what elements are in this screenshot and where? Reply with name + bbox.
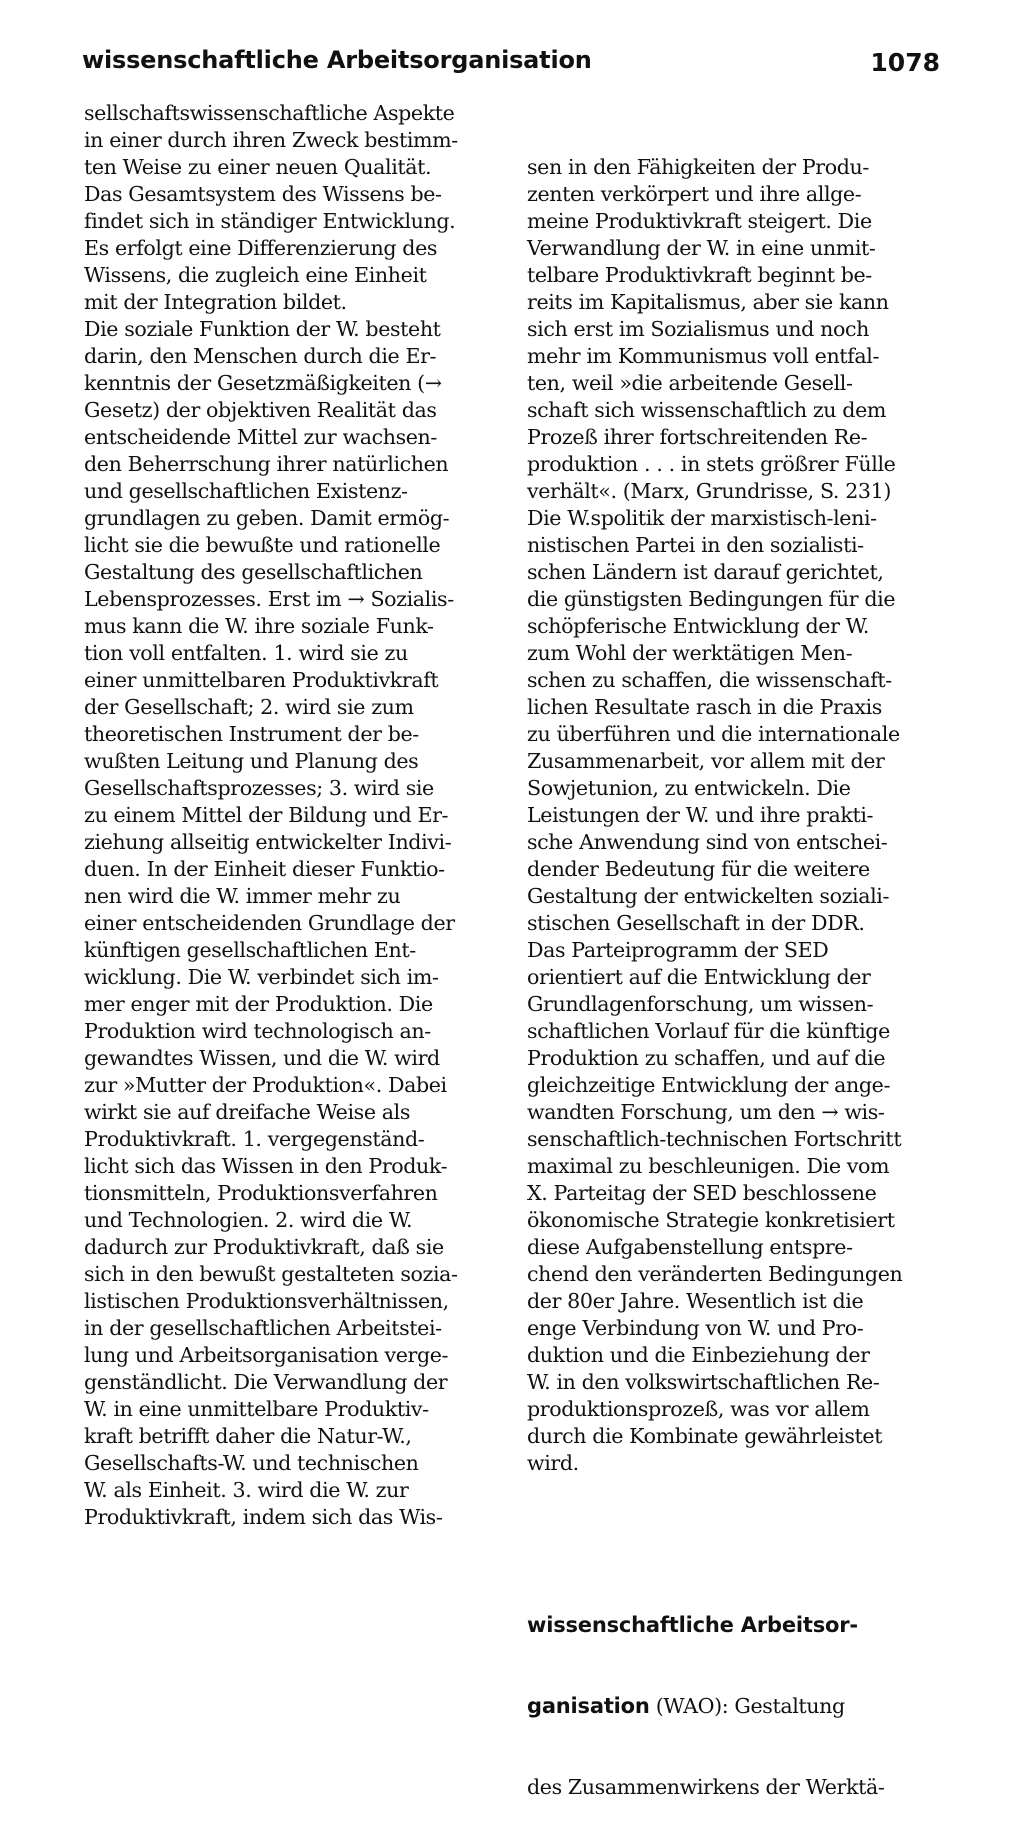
text-line: mer enger mit der Produktion. Die	[84, 992, 433, 1016]
text-line: schaftlichen Vorlauf für die künftige	[527, 1019, 890, 1043]
text-line: licht sich das Wissen in den Produk-	[84, 1154, 448, 1178]
entry-headword-cont: ganisation	[527, 1694, 650, 1718]
text-line: wird.	[527, 1451, 579, 1475]
text-line: nistischen Partei in den sozialisti-	[527, 533, 864, 557]
text-line: sich erst im Sozialismus und noch	[527, 317, 869, 341]
text-line: produktion . . . in stets größrer Fülle	[527, 452, 896, 476]
text-line: produktionsprozeß, was vor allem	[527, 1397, 870, 1421]
text-line: duen. In der Einheit dieser Funktio-	[84, 857, 445, 881]
text-line: Es erfolgt eine Differenzierung des	[84, 236, 438, 260]
text-line: duktion und die Einbeziehung der	[527, 1343, 870, 1367]
text-line: in einer durch ihren Zweck bestimm-	[84, 128, 458, 152]
text-line: kenntnis der Gesetzmäßigkeiten (→	[84, 371, 442, 395]
text-line: sen in den Fähigkeiten der Produ-	[527, 155, 869, 179]
text-line: orientiert auf die Entwicklung der	[527, 965, 871, 989]
text-line: und Technologien. 2. wird die W.	[84, 1208, 413, 1232]
text-line: genständlicht. Die Verwandlung der	[84, 1370, 448, 1394]
text-line: darin, den Menschen durch die Er-	[84, 344, 437, 368]
text-line: tion voll entfalten. 1. wird sie zu	[84, 641, 408, 665]
text-line: Gestaltung der entwickelten soziali-	[527, 884, 890, 908]
text-line: senschaftlich-technischen Fortschritt	[527, 1127, 902, 1151]
text-line: Wissens, die zugleich eine Einheit	[84, 263, 427, 287]
entry-headword: wissenschaftliche Arbeitsor-	[527, 1613, 858, 1637]
text-line: durch die Kombinate gewährleistet	[527, 1424, 883, 1448]
text-line: findet sich in ständiger Entwicklung.	[84, 209, 456, 233]
text-line: licht sie die bewußte und rationelle	[84, 533, 441, 557]
right-column-text	[527, 154, 937, 1477]
text-line: zu einem Mittel der Bildung und Er-	[84, 803, 449, 827]
text-line: einer unmittelbaren Produktivkraft	[84, 668, 439, 692]
entry-spacer	[527, 1531, 937, 1558]
text-line: künftigen gesellschaftlichen Ent-	[84, 938, 416, 962]
text-line: gleichzeitige Entwicklung der ange-	[527, 1073, 891, 1097]
text-line: Verwandlung der W. in eine unmit-	[527, 236, 876, 260]
text-line: Leistungen der W. und ihre prakti-	[527, 803, 874, 827]
text-line: Gesetz) der objektiven Realität das	[84, 398, 437, 422]
text-line: lung und Arbeitsorganisation verge-	[84, 1343, 449, 1367]
right-column	[527, 100, 937, 1828]
running-head-title: wissenschaftliche Arbeitsorganisation	[82, 46, 592, 74]
text-line: gewandtes Wissen, und die W. wird	[84, 1046, 440, 1070]
text-line: sche Anwendung sind von entschei-	[527, 830, 888, 854]
text-line: die günstigsten Bedingungen für die	[527, 587, 896, 611]
text-line: zenten verkörpert und ihre allge-	[527, 182, 862, 206]
text-line: und gesellschaftlichen Existenz-	[84, 479, 408, 503]
text-line: maximal zu beschleunigen. Die vom	[527, 1154, 890, 1178]
text-line: grundlagen zu geben. Damit ermög-	[84, 506, 450, 530]
text-line: verhält«. (Marx, Grundrisse, S. 231)	[527, 479, 891, 503]
text-line: der 80er Jahre. Wesentlich ist die	[527, 1289, 864, 1313]
text-line: zu überführen und die internationale	[527, 722, 900, 746]
text-line: wußten Leitung und Planung des	[84, 749, 419, 773]
text-line: ökonomische Strategie konkretisiert	[527, 1208, 895, 1232]
text-line: theoretischen Instrument der be-	[84, 722, 419, 746]
text-line: mehr im Kommunismus voll entfal-	[527, 344, 880, 368]
new-entry-line-2	[527, 1693, 937, 1720]
text-line: zum Wohl der werktätigen Men-	[527, 641, 853, 665]
text-line: Sowjetunion, zu entwickeln. Die	[527, 776, 851, 800]
page-number: 1078	[870, 48, 940, 77]
text-line: der Gesellschaft; 2. wird sie zum	[84, 695, 414, 719]
text-line: entscheidende Mittel zur wachsen-	[84, 425, 437, 449]
text-line: mit der Integration bildet.	[84, 290, 347, 314]
text-line: Gestaltung des gesellschaftlichen	[84, 560, 423, 584]
text-line: zur »Mutter der Produktion«. Dabei	[84, 1073, 447, 1097]
text-line: tionsmitteln, Produktionsverfahren	[84, 1181, 438, 1205]
page-header	[82, 46, 940, 86]
text-line: stischen Gesellschaft in der DDR.	[527, 911, 865, 935]
text-line: chend den veränderten Bedingungen	[527, 1262, 903, 1286]
text-line: Die W.spolitik der marxistisch-leni-	[527, 506, 877, 530]
text-line: schen Ländern ist darauf gerichtet,	[527, 560, 884, 584]
new-entry-line-3: des Zusammenwirkens der Werktä-	[527, 1775, 885, 1799]
text-line: listischen Produktionsverhältnissen,	[84, 1289, 449, 1313]
text-line: enge Verbindung von W. und Pro-	[527, 1316, 864, 1340]
text-line: Das Parteiprogramm der SED	[527, 938, 829, 962]
text-line: nen wird die W. immer mehr zu	[84, 884, 401, 908]
text-line: schaft sich wissenschaftlich zu dem	[527, 398, 887, 422]
entry-definition-start: (WAO): Gestaltung	[649, 1694, 845, 1718]
text-line: dender Bedeutung für die weitere	[527, 857, 870, 881]
left-column	[84, 100, 494, 1531]
new-entry-line-1	[527, 1612, 937, 1639]
text-line: telbare Produktivkraft beginnt be-	[527, 263, 872, 287]
text-line: sich in den bewußt gestalteten sozia-	[84, 1262, 458, 1286]
text-line: meine Produktivkraft steigert. Die	[527, 209, 872, 233]
text-line: wandten Forschung, um den → wis-	[527, 1100, 885, 1124]
text-line: Produktivkraft, indem sich das Wis-	[84, 1505, 443, 1529]
text-line: W. in den volkswirtschaftlichen Re-	[527, 1370, 880, 1394]
text-line: dadurch zur Produktivkraft, daß sie	[84, 1235, 444, 1259]
text-line: Produktivkraft. 1. vergegenständ-	[84, 1127, 425, 1151]
text-line: ten Weise zu einer neuen Qualität.	[84, 155, 432, 179]
text-line: diese Aufgabenstellung entspre-	[527, 1235, 853, 1259]
text-line: W. als Einheit. 3. wird die W. zur	[84, 1478, 409, 1502]
text-line: wicklung. Die W. verbindet sich im-	[84, 965, 439, 989]
text-line: Die soziale Funktion der W. besteht	[84, 317, 441, 341]
text-line: Produktion wird technologisch an-	[84, 1019, 431, 1043]
text-line: lichen Resultate rasch in die Praxis	[527, 695, 882, 719]
text-line: Gesellschaftsprozesses; 3. wird sie	[84, 776, 434, 800]
text-line: kraft betrifft daher die Natur-W.,	[84, 1424, 412, 1448]
text-line: mus kann die W. ihre soziale Funk-	[84, 614, 434, 638]
text-line: einer entscheidenden Grundlage der	[84, 911, 455, 935]
text-line: schöpferische Entwicklung der W.	[527, 614, 869, 638]
text-line: reits im Kapitalismus, aber sie kann	[527, 290, 889, 314]
text-line: ten, weil »die arbeitende Gesell-	[527, 371, 853, 395]
text-line: schen zu schaffen, die wissenschaft-	[527, 668, 892, 692]
text-line: sellschaftswissenschaftliche Aspekte	[84, 101, 455, 125]
text-line: Produktion zu schaffen, und auf die	[527, 1046, 886, 1070]
text-line: Prozeß ihrer fortschreitenden Re-	[527, 425, 868, 449]
text-line: den Beherrschung ihrer natürlichen	[84, 452, 449, 476]
text-line: Gesellschafts-W. und technischen	[84, 1451, 419, 1475]
text-line: Zusammenarbeit, vor allem mit der	[527, 749, 885, 773]
text-line: W. in eine unmittelbare Produktiv-	[84, 1397, 429, 1421]
text-line: Das Gesamtsystem des Wissens be-	[84, 182, 442, 206]
text-line: Grundlagenforschung, um wissen-	[527, 992, 874, 1016]
text-line: X. Parteitag der SED beschlossene	[527, 1181, 877, 1205]
text-line: ziehung allseitig entwickelter Indivi-	[84, 830, 452, 854]
text-line: in der gesellschaftlichen Arbeitstei-	[84, 1316, 442, 1340]
text-line: wirkt sie auf dreifache Weise als	[84, 1100, 410, 1124]
text-line: Lebensprozesses. Erst im → Sozialis-	[84, 587, 454, 611]
